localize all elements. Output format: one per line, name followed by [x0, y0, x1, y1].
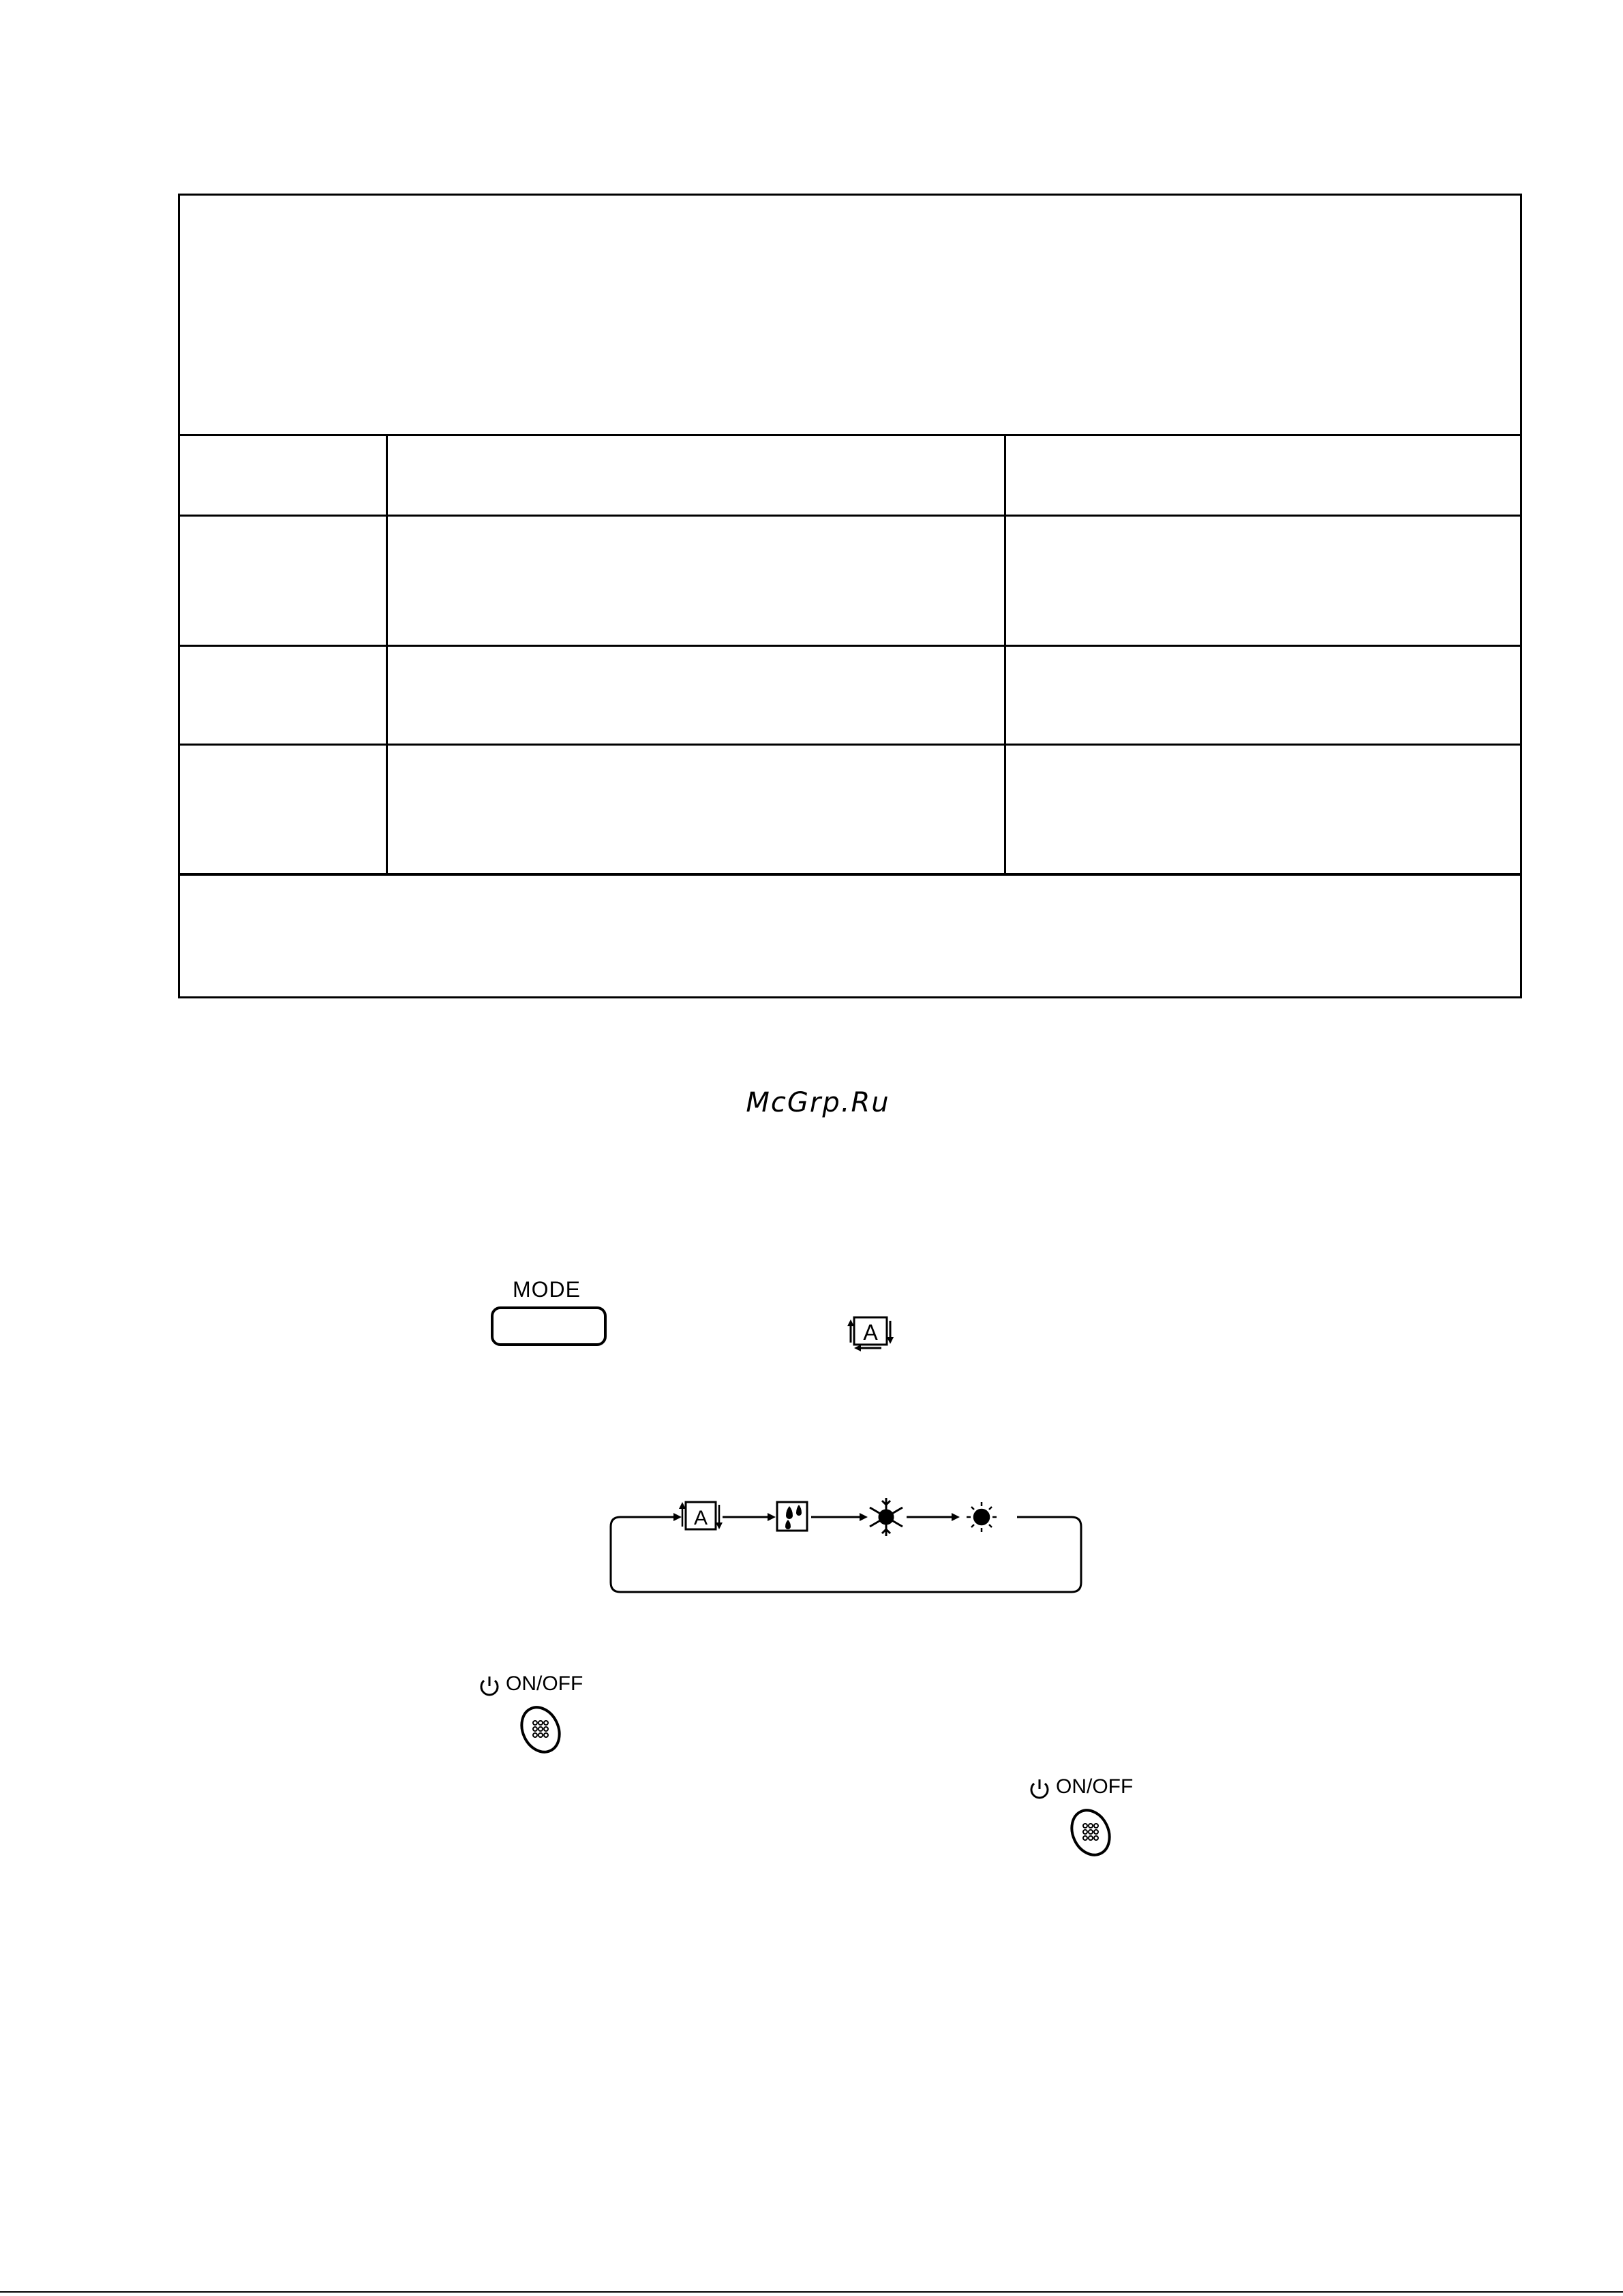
heat-mode-icon: [967, 1502, 997, 1532]
page-bottom-rule: [0, 2291, 1623, 2293]
auto-symbol-text: A: [863, 1320, 878, 1345]
auto-mode-icon: [679, 1502, 723, 1529]
table-rule: [180, 645, 1520, 647]
mode-button-label: MODE: [513, 1277, 581, 1302]
dry-mode-icon: [777, 1502, 807, 1531]
table-rule: [180, 744, 1520, 746]
table-rule: [180, 873, 1520, 876]
power-icon: [1027, 1777, 1052, 1801]
table-col-rule: [386, 434, 388, 874]
cycle-loop-line: [611, 1517, 1081, 1592]
cool-mode-icon: [870, 1498, 902, 1536]
onoff-label: ON/OFF: [1056, 1775, 1134, 1798]
watermark: McGrp.Ru: [746, 1087, 890, 1118]
onoff-label: ON/OFF: [506, 1672, 583, 1695]
table-rule: [180, 434, 1520, 436]
onoff-button[interactable]: [515, 1704, 569, 1756]
table-col-rule: [1004, 434, 1006, 874]
power-icon: [477, 1674, 502, 1698]
mode-button[interactable]: [491, 1306, 607, 1346]
table-rule: [180, 515, 1520, 517]
cycle-auto-symbol: A: [693, 1507, 708, 1529]
onoff-button[interactable]: [1065, 1807, 1119, 1858]
info-table: [178, 194, 1522, 998]
mode-cycle-diagram: [600, 1486, 1091, 1602]
auto-mode-icon: [847, 1314, 895, 1352]
